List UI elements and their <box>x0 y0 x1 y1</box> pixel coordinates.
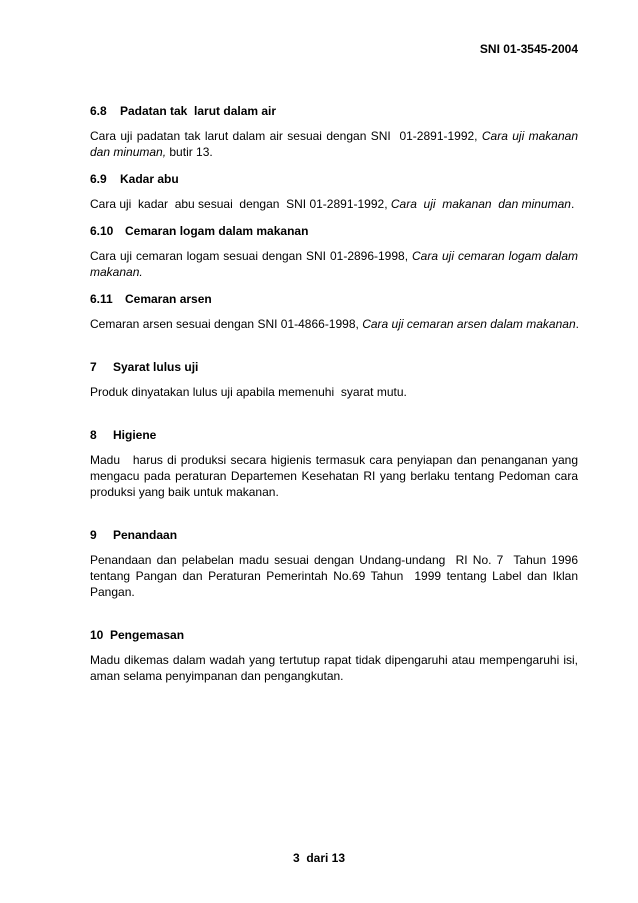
section-paragraph-6-10 <box>90 248 578 280</box>
paragraph-citation: Cara uji makanan dan minuman <box>390 197 571 211</box>
section-title: Higiene <box>113 428 157 442</box>
section-heading-7 <box>90 359 578 375</box>
paragraph-text: . <box>570 197 575 211</box>
section-heading-6-11 <box>90 291 578 307</box>
paragraph-text: butir 13. <box>166 145 213 159</box>
section-heading-8 <box>90 427 578 443</box>
section-title: Cemaran logam dalam makanan <box>125 224 309 238</box>
section-number: 6.9 <box>90 172 107 186</box>
section-paragraph-6-9 <box>90 196 578 212</box>
section-paragraph-6-8 <box>90 128 582 160</box>
page-content <box>90 103 582 684</box>
section-paragraph-10: Madu dikemas dalam wadah yang tertutup rapat tidak dipengaruhi atau mempengaruhi isi, aman selama penyimpanan dan pengangkutan. <box>90 653 578 683</box>
section-number: 9 <box>90 528 97 542</box>
section-number: 6.10 <box>90 224 114 238</box>
section-title: Pengemasan <box>110 628 185 642</box>
paragraph-text: Cemaran arsen sesuai dengan SNI 01-4866-1998, <box>90 317 363 331</box>
section-paragraph-7: Produk dinyatakan lulus uji apabila memenuhi syarat mutu. <box>90 385 407 399</box>
section-title: Cemaran arsen <box>125 292 212 306</box>
section-paragraph-8: Madu harus di produksi secara higienis termasuk cara penyiapan dan penanganan yang mengacu pada peraturan Departemen Kesehatan RI yang berlaku tentang Pedoman cara produksi yang baik untuk makanan. <box>90 453 582 499</box>
paragraph-text: Cara uji padatan tak larut dalam air sesuai dengan SNI 01-2891-1992, <box>90 129 482 143</box>
paragraph-text: . <box>575 317 579 331</box>
page-number: 3 dari 13 <box>292 851 346 865</box>
section-number: 10 <box>90 628 104 642</box>
section-title: Syarat lulus uji <box>113 360 199 374</box>
section-number: 7 <box>90 360 97 374</box>
section-heading-6-10 <box>90 223 578 239</box>
section-heading-6-9 <box>90 171 578 187</box>
paragraph-citation: Cara uji cemaran arsen dalam makanan <box>362 317 576 331</box>
paragraph-citation: Cara uji makanan dan minuman, <box>90 129 582 159</box>
section-paragraph-6-11 <box>90 316 578 332</box>
paragraph-text: Cara uji kadar abu sesuai dengan SNI 01-2891-1992, <box>90 197 391 211</box>
section-title: Penandaan <box>113 528 178 542</box>
section-heading-9 <box>90 527 578 543</box>
section-number: 8 <box>90 428 97 442</box>
section-number: 6.8 <box>90 104 107 118</box>
section-title: Padatan tak larut dalam air <box>120 104 277 118</box>
section-title: Kadar abu <box>120 172 179 186</box>
paragraph-citation: Cara uji cemaran logam dalam makanan. <box>90 249 578 279</box>
section-number: 6.11 <box>90 292 113 306</box>
section-heading-10 <box>90 627 578 643</box>
section-heading-6-8 <box>90 103 578 119</box>
section-paragraph-9: Penandaan dan pelabelan madu sesuai dengan Undang-undang RI No. 7 Tahun 1996 tentang Pangan dan Peraturan Pemerintah No.69 Tahun 1999 tentang Label dan Iklan Pangan. <box>90 553 582 599</box>
paragraph-text: Cara uji cemaran logam sesuai dengan SNI 01-2896-1998, <box>90 249 413 263</box>
document-code: SNI 01-3545-2004 <box>479 42 578 56</box>
